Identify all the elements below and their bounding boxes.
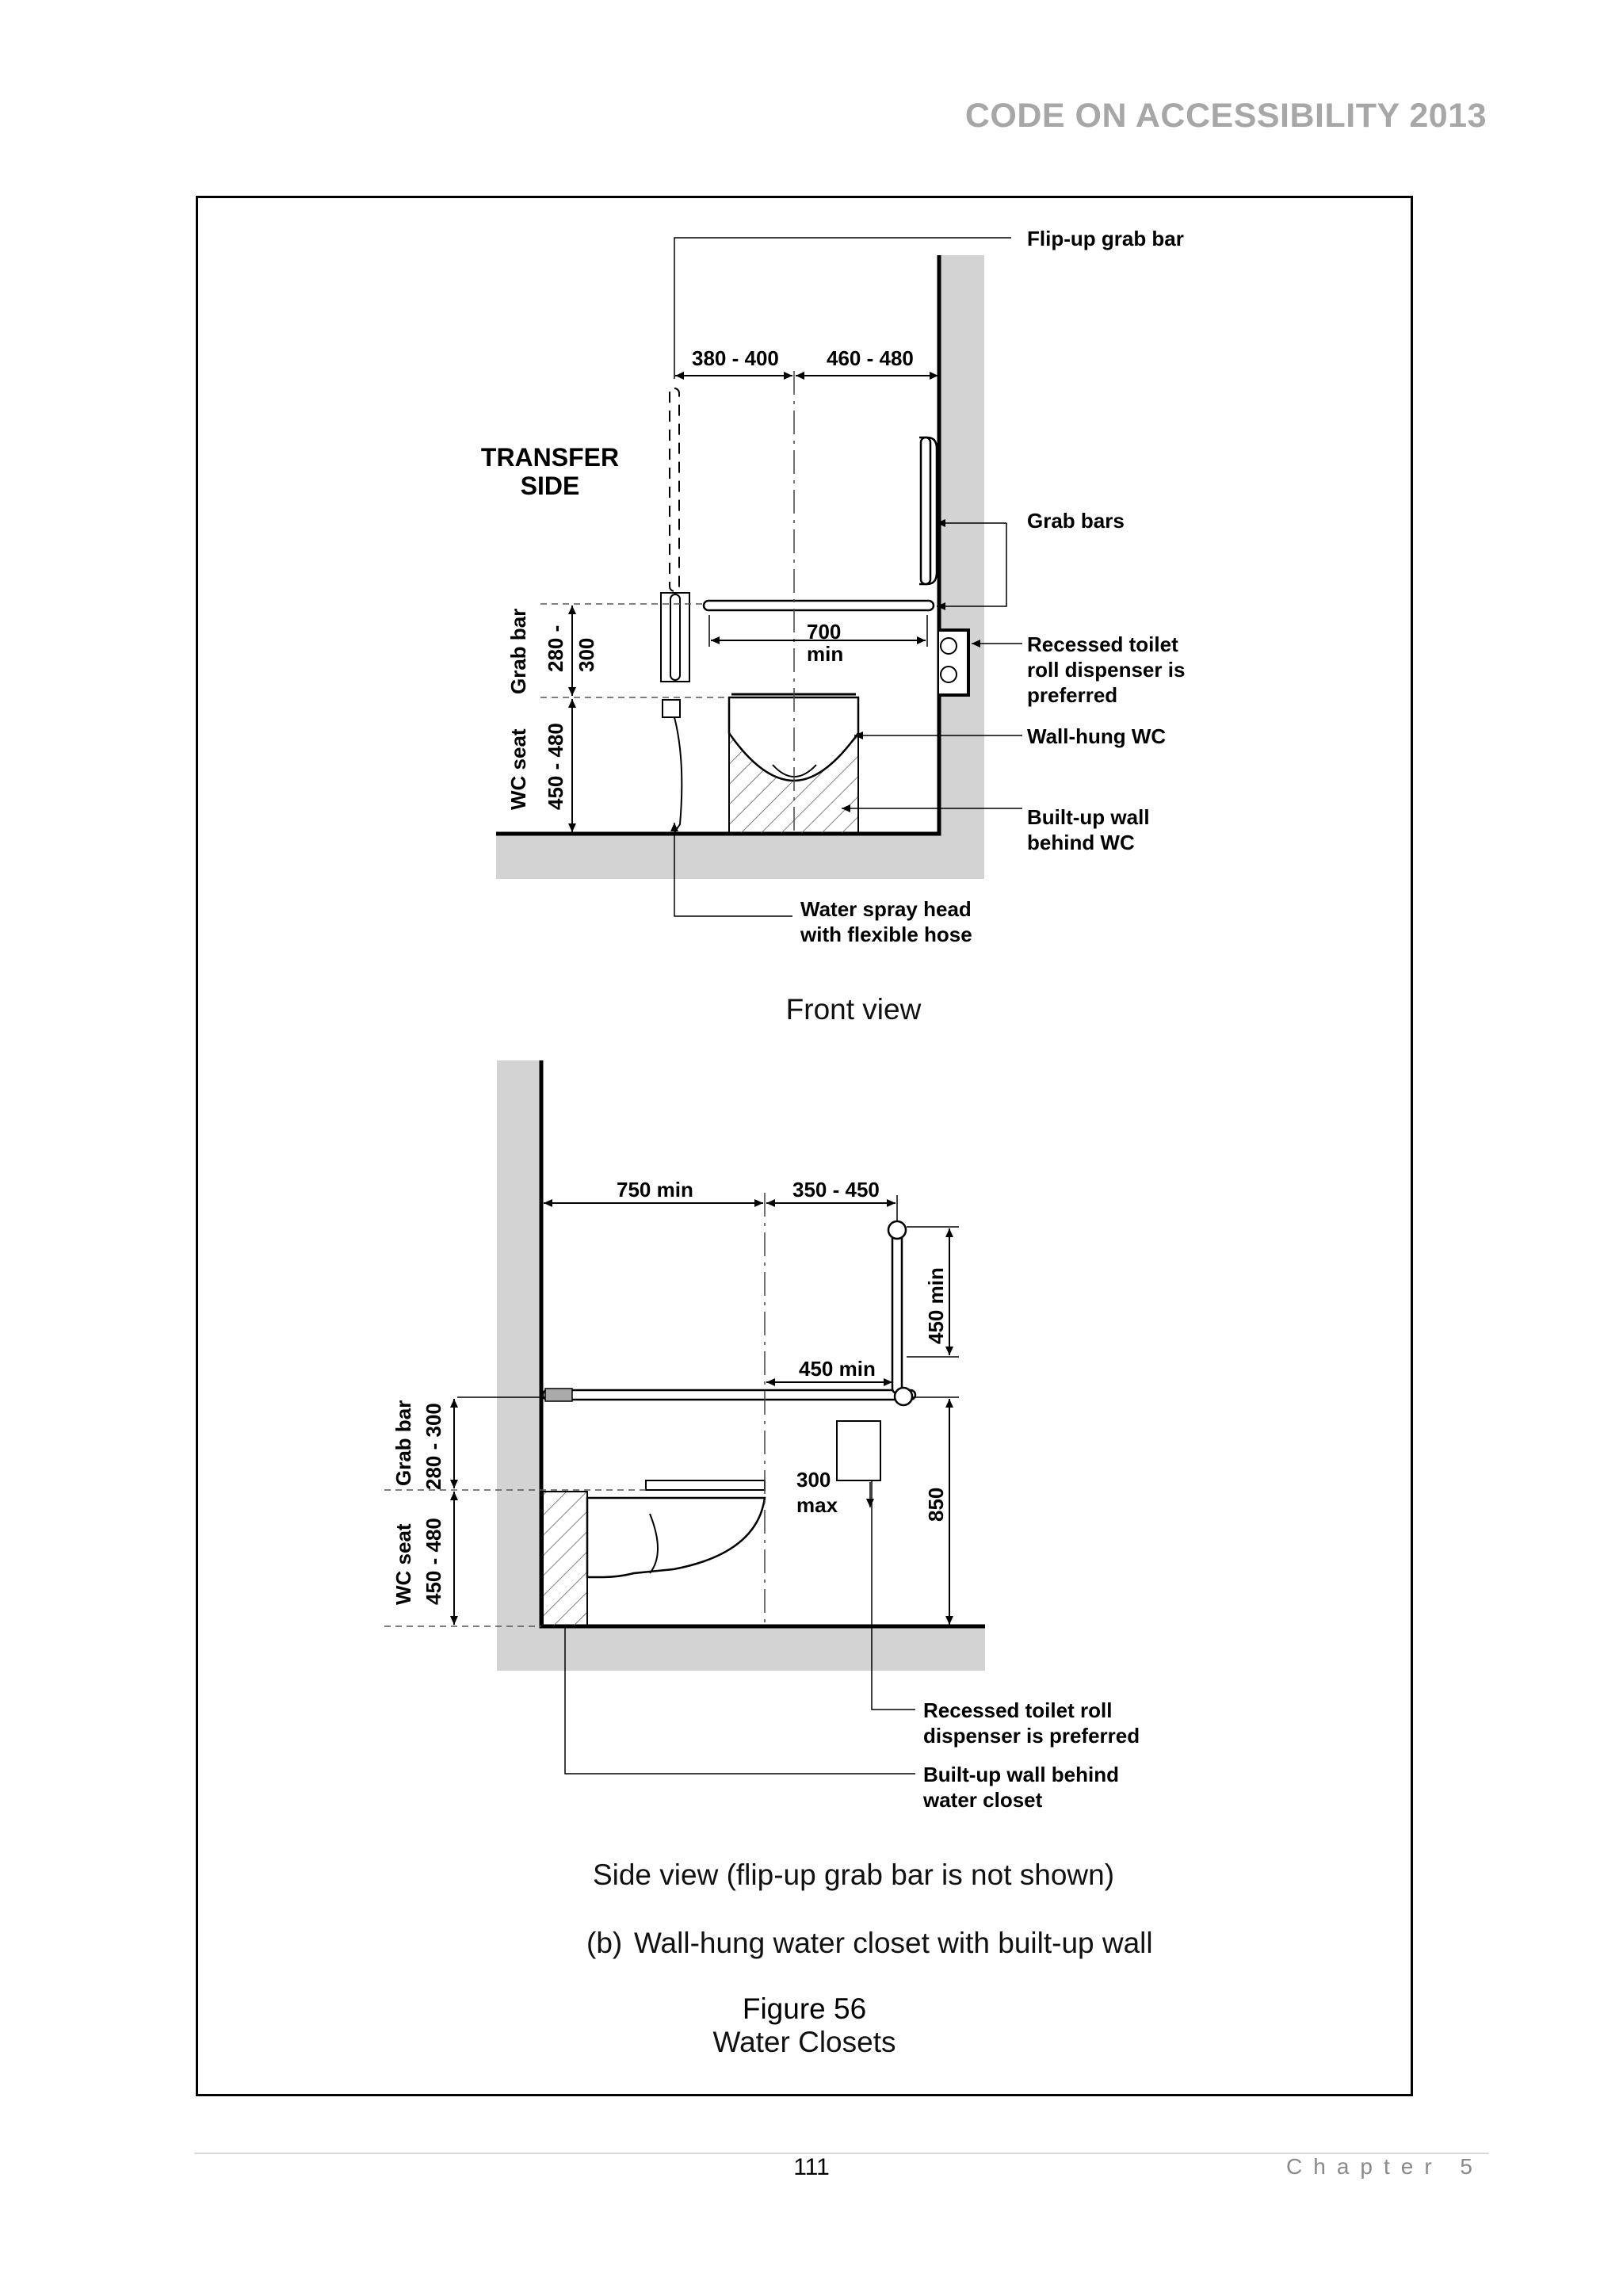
callout-toilet-roll-line3: preferred [1027, 683, 1118, 707]
document-header: CODE ON ACCESSIBILITY 2013 [964, 97, 1487, 135]
callout-spray-line2: with flexible hose [800, 923, 972, 946]
side-view-drawing [384, 1060, 985, 1774]
front-wall-section [939, 255, 984, 879]
front-view-drawing [496, 238, 1022, 916]
front-water-spray-head [663, 700, 680, 717]
side-wc-seat [646, 1480, 765, 1490]
side-callout-toilet-roll-line1: Recessed toilet roll [923, 1698, 1113, 1722]
side-callout-built-up-line1: Built-up wall behind [923, 1763, 1119, 1786]
side-dim-450-horizontal: 450 min [799, 1357, 876, 1381]
side-callout-toilet-roll-line2: dispenser is preferred [923, 1724, 1140, 1748]
side-dim-300-line1: 300 [796, 1468, 831, 1492]
transfer-side-line2: SIDE [520, 472, 580, 500]
side-grab-bar-dim: 280 - 300 [422, 1403, 445, 1490]
transfer-side-line1: TRANSFER [480, 443, 620, 472]
chapter-label: Chapter 5 [1286, 2154, 1484, 2179]
side-dim-450-vertical: 450 min [924, 1267, 948, 1344]
side-wc-seat-label: WC seat [391, 1523, 415, 1605]
front-flexible-hose [674, 717, 682, 834]
front-dim-700-line1: 700 [807, 620, 842, 644]
front-dim-700-line2: min [807, 642, 844, 666]
side-wc-bowl [587, 1498, 765, 1577]
side-vertical-grab-bar [892, 1227, 902, 1393]
subcaption-text: Wall-hung water closet with built-up wall [634, 1927, 1153, 1959]
front-wc-seat-dim: 450 - 480 [544, 723, 567, 810]
callout-flip-up-grab-bar: Flip-up grab bar [1027, 227, 1184, 250]
side-built-up-wall [543, 1492, 587, 1626]
callout-toilet-roll-line2: roll dispenser is [1027, 658, 1186, 682]
figure-title: Water Closets [712, 2026, 896, 2058]
page-number: 111 [793, 2154, 830, 2180]
callout-built-up-line1: Built-up wall [1027, 805, 1150, 829]
callout-spray-line1: Water spray head [800, 897, 972, 921]
callout-grab-bars: Grab bars [1027, 509, 1125, 533]
front-view-caption: Front view [785, 993, 922, 1026]
callout-toilet-roll-line1: Recessed toilet [1027, 632, 1178, 656]
front-grab-bar-dim-line1: 280 - [544, 625, 567, 672]
subcaption-letter: (b) [586, 1927, 623, 1959]
front-vertical-grab-bar [921, 437, 930, 584]
side-floor-section [497, 1628, 985, 1671]
side-toilet-roll-dispenser [837, 1421, 880, 1480]
front-horizontal-grab-bar [704, 601, 934, 610]
callout-built-up-line2: behind WC [1027, 831, 1135, 854]
figure-number: Figure 56 [742, 1992, 867, 2025]
front-dim-460-480: 460 - 480 [827, 346, 914, 370]
front-wc-seat-label: WC seat [506, 728, 530, 810]
side-wc-seat-dim: 450 - 480 [422, 1518, 445, 1605]
side-callout-built-up-line2: water closet [923, 1788, 1043, 1812]
side-dim-850: 850 [924, 1487, 948, 1522]
front-floor-section [496, 835, 984, 879]
side-grab-bar-label: Grab bar [391, 1400, 415, 1486]
side-horizontal-grab-bar [543, 1390, 915, 1400]
side-dim-350-450: 350 - 450 [792, 1178, 880, 1201]
side-view-caption: Side view (flip-up grab bar is not shown) [592, 1859, 1115, 1891]
front-grab-bar-dim-line2: 300 [575, 637, 598, 672]
front-dim-380-400: 380 - 400 [692, 346, 779, 370]
front-grab-bar-label: Grab bar [506, 608, 530, 694]
front-flip-up-grab-bar-raised [670, 388, 679, 591]
side-dim-750: 750 min [617, 1178, 693, 1201]
callout-wall-hung-wc: Wall-hung WC [1027, 724, 1167, 748]
side-dim-300-line2: max [796, 1493, 838, 1517]
side-wall-section [497, 1060, 541, 1671]
